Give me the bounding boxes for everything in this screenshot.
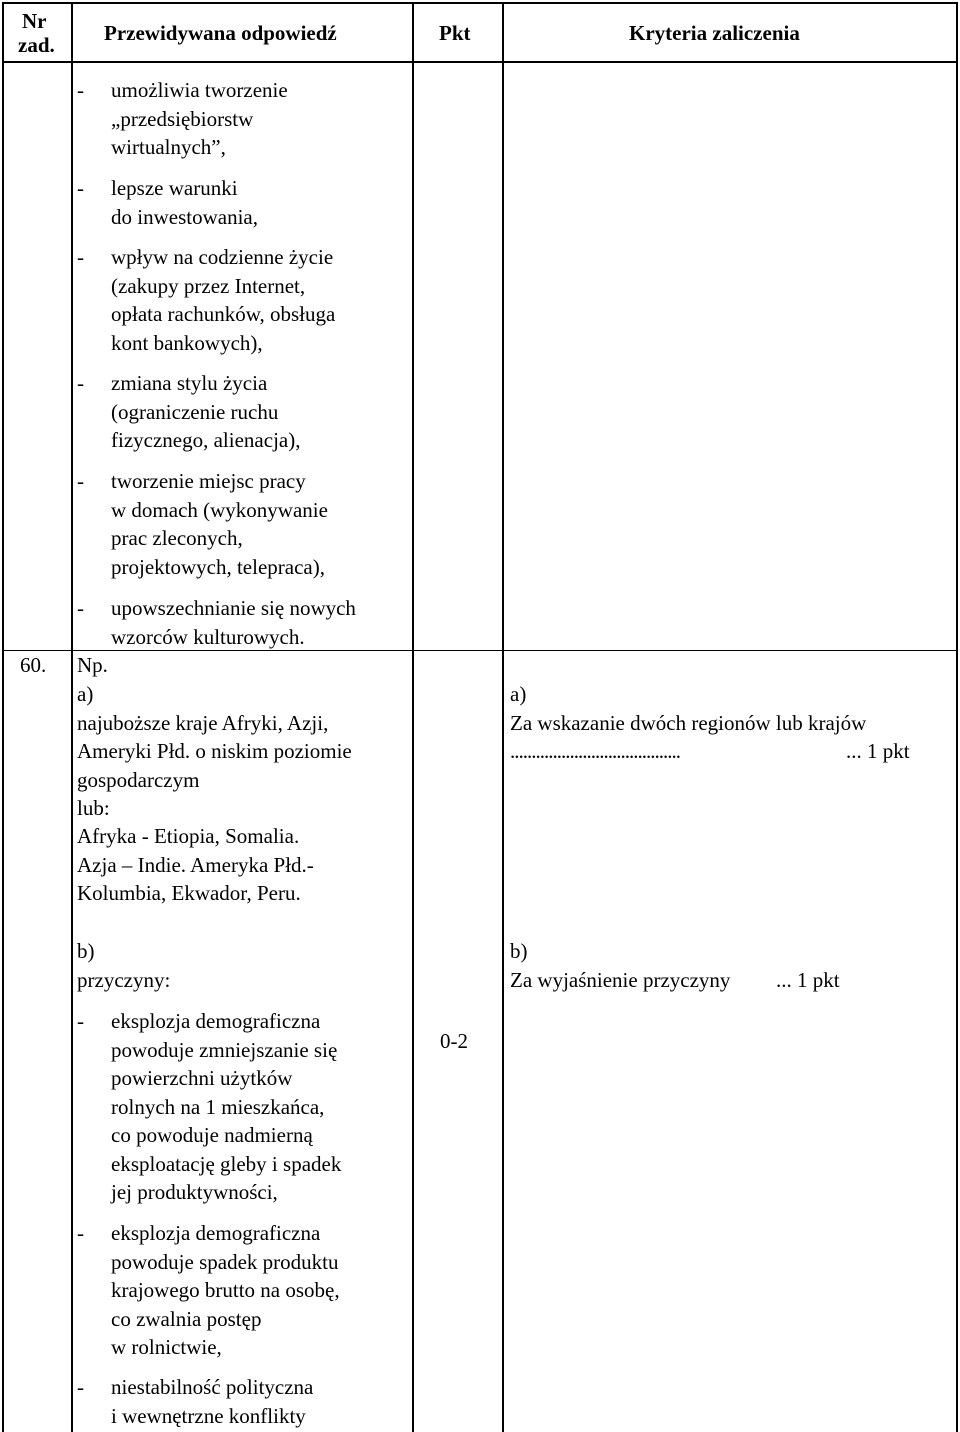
bullet-line: co zwalnia postęp xyxy=(111,1306,262,1331)
bullet-dash: - xyxy=(77,1375,84,1399)
bullet-line: (ograniczenie ruchu xyxy=(111,399,279,424)
answer-a-line: gospodarczym xyxy=(77,767,200,792)
bullet-line: „przedsiębiorstw xyxy=(111,106,254,131)
bullet-line: jej produktywności, xyxy=(111,1180,278,1204)
bullet-dash: - xyxy=(77,176,84,200)
bullet-dash: - xyxy=(77,469,84,493)
table-border-left xyxy=(2,2,4,1432)
bullet-dash: - xyxy=(77,596,84,620)
criteria-a-dots: ........................................ xyxy=(510,739,680,763)
header-pkt: Pkt xyxy=(439,21,471,45)
bullet-line: umożliwia tworzenie xyxy=(111,78,288,102)
bullet-line: niestabilność polityczna xyxy=(111,1375,314,1399)
criteria-a-points: ... 1 pkt xyxy=(846,739,910,763)
bullet-line: i wewnętrzne konflikty xyxy=(111,1403,306,1428)
bullet-dash: - xyxy=(77,78,84,102)
header-separator xyxy=(2,61,957,63)
column-divider-1 xyxy=(71,2,73,1432)
bullet-dash: - xyxy=(77,1009,84,1033)
header-zad: zad. xyxy=(18,33,55,57)
bullet-line: fizycznego, alienacja), xyxy=(111,428,301,452)
answer-a-line: Azja – Indie. Ameryka Płd.- xyxy=(77,852,314,877)
bullet-line: (zakupy przez Internet, xyxy=(111,273,306,298)
bullet-line: w domach (wykonywanie xyxy=(111,497,328,522)
table-border-top xyxy=(2,2,957,4)
bullet-line: rolnych na 1 mieszkańca, xyxy=(111,1094,325,1119)
bullet-dash: - xyxy=(77,371,84,395)
bullet-line: wirtualnych”, xyxy=(111,135,226,159)
bullet-line: opłata rachunków, obsługa xyxy=(111,302,336,326)
answer-a-line: lub: xyxy=(77,795,110,820)
bullet-line: wzorców kulturowych. xyxy=(111,624,305,649)
answer-a-line: Afryka - Etiopia, Somalia. xyxy=(77,824,300,849)
criteria-a-label: a) xyxy=(510,682,527,706)
answer-b-label: b) xyxy=(77,939,95,963)
bullet-line: do inwestowania, xyxy=(111,204,258,229)
criteria-b-label: b) xyxy=(510,939,528,963)
bullet-line: lepsze warunki xyxy=(111,176,238,200)
header-criteria: Kryteria zaliczenia xyxy=(629,21,800,45)
bullet-line: tworzenie miejsc pracy xyxy=(111,469,306,493)
table-border-right xyxy=(956,2,958,1432)
answer-np: Np. xyxy=(77,653,108,677)
bullet-dash: - xyxy=(77,245,84,269)
bullet-line: wpływ na codzienne życie xyxy=(111,245,334,269)
criteria-b-points: ... 1 pkt xyxy=(776,968,840,992)
column-divider-3 xyxy=(502,2,504,1432)
answer-b-intro: przyczyny: xyxy=(77,968,171,992)
pkt-value: 0-2 xyxy=(440,1029,468,1053)
answer-a-line: Ameryki Płd. o niskim poziomie xyxy=(77,739,352,764)
bullet-line: powoduje spadek produktu xyxy=(111,1249,339,1274)
header-answer: Przewidywana odpowiedź xyxy=(104,21,337,45)
bullet-line: powierzchni użytków xyxy=(111,1066,293,1090)
answer-a-line: najuboższe kraje Afryki, Azji, xyxy=(77,711,329,735)
bullet-line: zmiana stylu życia xyxy=(111,371,268,395)
bullet-line: powoduje zmniejszanie się xyxy=(111,1037,338,1062)
bullet-line: projektowych, telepraca), xyxy=(111,554,325,579)
bullet-line: eksploatację gleby i spadek xyxy=(111,1151,342,1176)
bullet-line: eksplozja demograficzna xyxy=(111,1009,321,1033)
bullet-line: w rolnictwie, xyxy=(111,1335,222,1359)
bullet-line: eksplozja demograficzna xyxy=(111,1221,321,1245)
bullet-line: upowszechnianie się nowych xyxy=(111,596,356,620)
bullet-line: co powoduje nadmierną xyxy=(111,1123,313,1147)
task-number: 60. xyxy=(20,653,47,677)
criteria-a-text: Za wskazanie dwóch regionów lub krajów xyxy=(510,711,867,735)
criteria-b-text: Za wyjaśnienie przyczyny xyxy=(510,968,731,992)
column-divider-2 xyxy=(412,2,414,1432)
header-nr: Nr xyxy=(22,9,47,33)
bullet-dash: - xyxy=(77,1221,84,1245)
answer-a-line: Kolumbia, Ekwador, Peru. xyxy=(77,880,301,905)
bullet-line: krajowego brutto na osobę, xyxy=(111,1278,340,1302)
bullet-line: kont bankowych), xyxy=(111,330,263,355)
answer-a-label: a) xyxy=(77,682,94,706)
bullet-line: prac zleconych, xyxy=(111,526,243,550)
